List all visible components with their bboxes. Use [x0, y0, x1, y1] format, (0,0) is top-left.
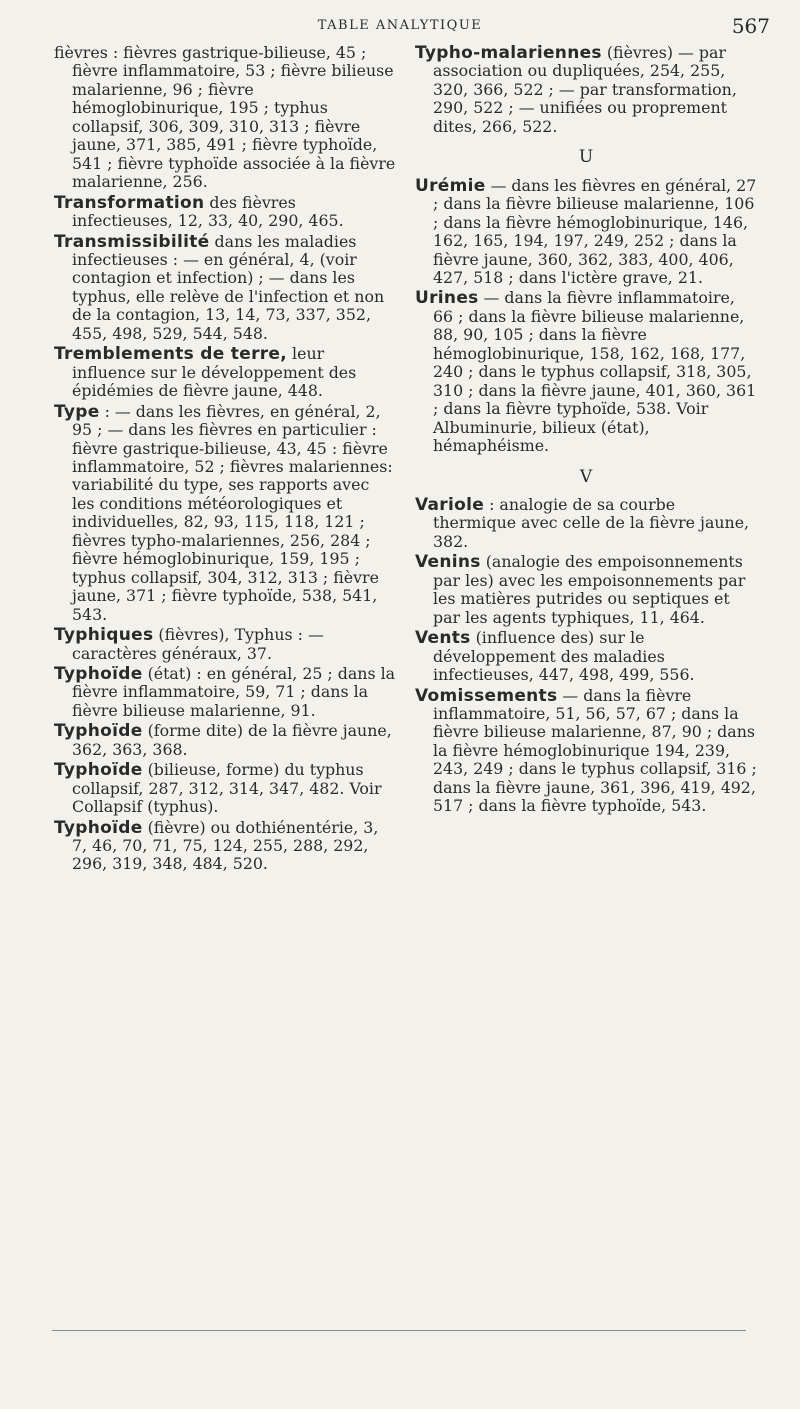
entry-headword: Vents [415, 628, 471, 649]
bottom-divider [52, 1330, 746, 1331]
index-entry [415, 687, 757, 816]
entry-text: — dans les fièvres en général, 27 ; dans la fièvre bilieuse malarienne, 106 ; dans la fièvre hémoglobinurique, 146, 162, 165, 194, 197, 249, 252 ; dans la fièvre jaune, 360, 362, 383, 400, 406, 427, 518 ; dans l'ictère grave, 21. [433, 175, 757, 287]
running-title: TABLE ANALYTIQUE [317, 18, 483, 33]
entry-headword: Vomissements [415, 685, 558, 706]
entry-text: (fièvres) — par association ou dupliquées, 254, 255, 320, 366, 522 ; — par transformation, 290, 522 ; — unifiées ou proprement dites, 266, 522. [433, 43, 737, 136]
entry-text: — dans la fièvre inflammatoire, 66 ; dans la fièvre bilieuse malarienne, 88, 90, 105 ; dans la fièvre hémoglobinurique, 158, 162, 168, 177, 240 ; dans le typhus collapsif, 318, 305, 310 ; dans la fièvre jaune, 401, 360, 361 ; dans la fièvre typhoïde, 538. Voir Albuminurie, bilieux (état), hémaphéisme. [433, 288, 757, 456]
index-entry [415, 44, 757, 136]
entry-headword: Transmissibilité [54, 231, 210, 252]
index-entry [54, 626, 396, 663]
entry-headword: Urémie [415, 175, 486, 196]
index-column-right [415, 44, 757, 818]
entry-text: (fièvre) ou dothiénentérie, 3, 7, 46, 70, 71, 75, 124, 255, 288, 292, 296, 319, 348, 484, 520. [72, 817, 379, 874]
entry-text: — dans la fièvre inflammatoire, 51, 56, 57, 67 ; dans la fièvre bilieuse malarienne, 87, 90 ; dans la fièvre hémoglobinurique 194, 239, 243, 249 ; dans le typhus collapsif, 316 ; dans la fièvre jaune, 361, 396, 419, 492, 517 ; dans la fièvre typhoïde, 543. [433, 685, 757, 816]
entry-text: (fièvres), Typhus : — caractères généraux, 37. [72, 625, 324, 663]
entry-text: fièvres : fièvres gastrique-bilieuse, 45 ; fièvre inflammatoire, 53 ; fièvre bilieuse malarienne, 96 ; fièvre hémoglobinurique, 195 ; typhus collapsif, 306, 309, 310, 313 ; fièvre jaune, 371, 385, 491 ; fièvre typhoïde, 541 ; fièvre typhoïde associée à la fièvre malarienne, 256. [54, 43, 396, 192]
index-entry [415, 553, 757, 627]
page-header [0, 10, 800, 40]
index-entry [54, 722, 396, 759]
index-entry [54, 761, 396, 816]
entry-headword: Typhoïde [54, 663, 143, 684]
entry-headword: Typhiques [54, 625, 154, 646]
entry-headword: Variole [415, 494, 485, 515]
entry-text: : analogie de sa courbe thermique avec celle de la fièvre jaune, 382. [433, 494, 750, 551]
entry-headword: Venins [415, 552, 481, 573]
index-entry [415, 496, 757, 551]
entry-headword: Typhoïde [54, 721, 143, 742]
entry-text: leur influence sur le développement des épidémies de fièvre jaune, 448. [72, 344, 357, 401]
index-entry [54, 819, 396, 874]
index-entry [415, 289, 757, 455]
index-column-left [54, 44, 396, 876]
entry-headword: Typhoïde [54, 817, 143, 838]
section-letter: U [578, 147, 594, 168]
section-letter: V [579, 466, 593, 487]
index-entry [54, 345, 396, 400]
index-entry [54, 44, 396, 192]
entry-text: : — dans les fièvres, en général, 2, 95 ; — dans les fièvres en particulier : fièvre gastrique-bilieuse, 43, 45 : fièvre inflammatoire, 52 ; fièvres malariennes: variabilité du type, ses rapports avec les conditions météorologiques et individuelles, 82, 93, 115, 118, 121 ; fièvres typho-malariennes, 256, 284 ; fièvre hémoglobinurique, 159, 195 ; typhus collapsif, 304, 312, 313 ; fièvre jaune, 371 ; fièvre typhoïde, 538, 541, 543. [72, 401, 393, 624]
entry-text: (analogie des empoisonnements par les) avec les empoisonnements par les matières putrides ou septiques et par les agents typhiques, 11, 464. [433, 552, 746, 627]
index-entry [54, 233, 396, 344]
entry-text: des fièvres infectieuses, 12, 33, 40, 290, 465. [72, 192, 344, 231]
index-entry [54, 403, 396, 624]
page-number: 567 [731, 14, 770, 38]
entry-headword: Typhoïde [54, 760, 143, 781]
index-entry [415, 177, 757, 288]
entry-headword: Tremblements de terre, [54, 344, 288, 365]
entry-text: dans les maladies infectieuses : — en général, 4, (voir contagion et infection) ; — dans les typhus, elle relève de l'infection et non de la contagion, 13, 14, 73, 337, 352, 455, 498, 529, 544, 548. [72, 231, 385, 343]
index-entry [415, 629, 757, 684]
entry-headword: Type [54, 401, 100, 422]
entry-text: (état) : en général, 25 ; dans la fièvre inflammatoire, 59, 71 ; dans la fièvre bilieuse malarienne, 91. [72, 663, 396, 720]
entry-headword: Urines [415, 288, 479, 309]
entry-text: (forme dite) de la fièvre jaune, 362, 363, 368. [72, 721, 392, 759]
index-entry [54, 194, 396, 231]
entry-text: (bilieuse, forme) du typhus collapsif, 287, 312, 314, 347, 482. Voir Collapsif (typhus). [72, 760, 382, 817]
index-entry [54, 665, 396, 720]
entry-text: (influence des) sur le développement des maladies infectieuses, 447, 498, 499, 556. [433, 628, 695, 685]
entry-headword: Typho-malariennes [415, 43, 602, 63]
entry-headword: Transformation [54, 192, 205, 213]
